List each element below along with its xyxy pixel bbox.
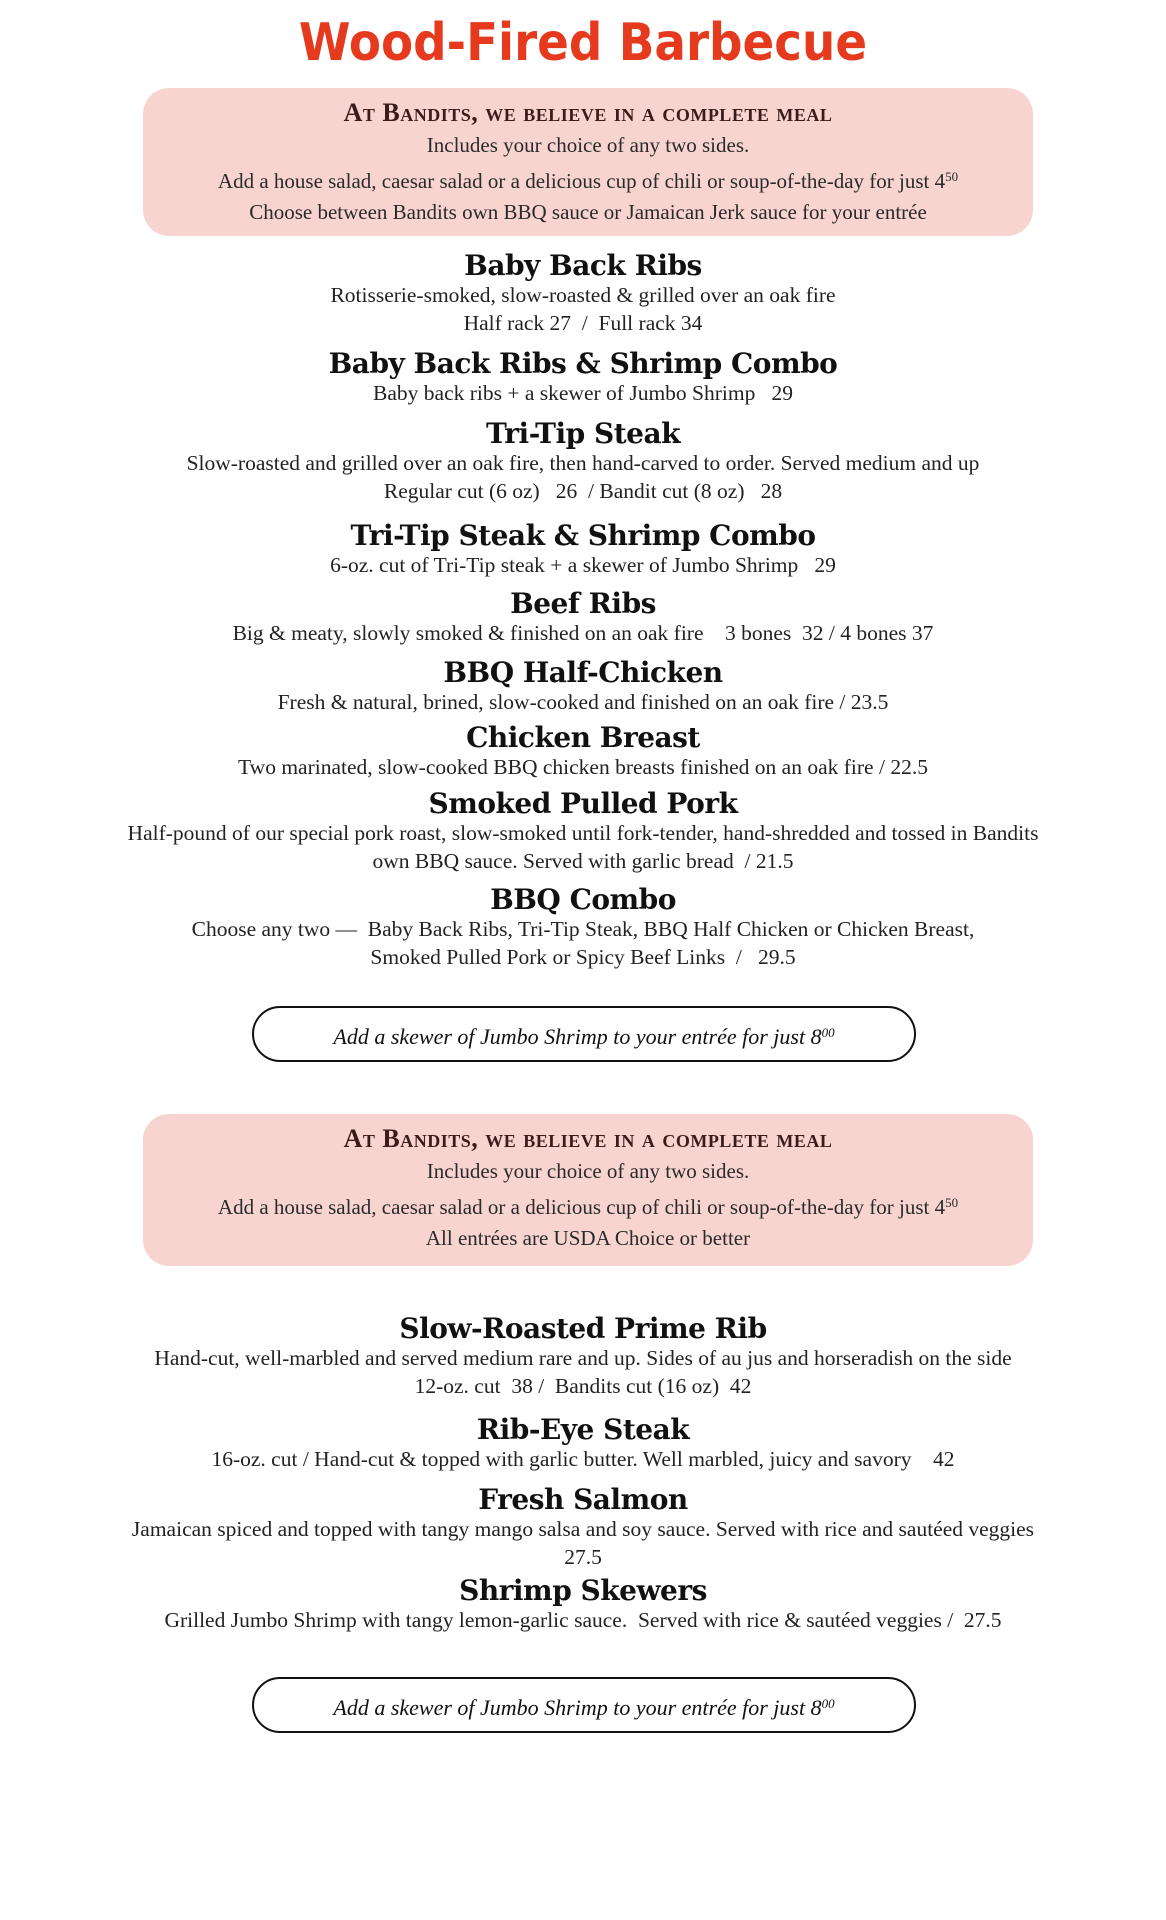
- notice-line: Add a house salad, caesar salad or a delicious cup of chili or soup-of-the-day for just $4^{50}$: [217, 1195, 959, 1219]
- item-description: Slow-roasted and grilled over an oak fire, then hand-carved to order. Served medium and up: [186, 451, 980, 475]
- menu-item: [0, 251, 1166, 337]
- shrimp-addon-box: Add a skewer of Jumbo Shrimp to your entrée for just $8^{00}$: [252, 1006, 916, 1062]
- menu-item: [0, 658, 1166, 716]
- item-name: Chicken Breast: [466, 721, 700, 754]
- item-name: BBQ Half-Chicken: [443, 656, 723, 689]
- menu-item: [0, 521, 1166, 579]
- shrimp-addon-box: Add a skewer of Jumbo Shrimp to your entrée for just $8^{00}$: [252, 1677, 916, 1733]
- menu-item: [0, 349, 1166, 407]
- item-description: Rotisserie-smoked, slow-roasted & grilled over an oak fire: [330, 283, 836, 307]
- item-name: Slow-Roasted Prime Rib: [399, 1312, 767, 1345]
- menu-item: [0, 885, 1166, 971]
- item-price: Regular cut (6 oz) 26 / Bandit cut (8 oz) 28: [383, 479, 783, 503]
- item-price: Half rack 27 / Full rack 34: [463, 311, 703, 335]
- item-name: Shrimp Skewers: [459, 1574, 707, 1607]
- menu-item: [0, 1415, 1166, 1473]
- item-description: Jamaican spiced and topped with tangy mango salsa and soy sauce. Served with rice and sautéed veggies: [131, 1517, 1035, 1541]
- notice-line: All entrées are USDA Choice or better: [425, 1226, 751, 1250]
- item-description: Half-pound of our special pork roast, slow-smoked until fork-tender, hand-shredded and tossed in Bandits: [127, 821, 1039, 845]
- complete-meal-notice: [143, 88, 1033, 236]
- item-name: Baby Back Ribs & Shrimp Combo: [328, 347, 838, 380]
- item-description: Hand-cut, well-marbled and served medium rare and up. Sides of au jus and horseradish on the side: [154, 1346, 1012, 1370]
- item-description: Two marinated, slow-cooked BBQ chicken breasts finished on an oak fire / 22.5: [238, 755, 928, 779]
- menu-item: [0, 1576, 1166, 1634]
- item-description: 6-oz. cut of Tri-Tip steak + a skewer of Jumbo Shrimp 29: [330, 553, 836, 577]
- notice-line: Includes your choice of any two sides.: [426, 1159, 750, 1183]
- item-price: 12-oz. cut 38 / Bandits cut (16 oz) 42: [414, 1374, 752, 1398]
- menu-item: [0, 1314, 1166, 1400]
- item-name: Beef Ribs: [510, 587, 656, 620]
- item-description: Big & meaty, slowly smoked & finished on an oak fire 3 bones 32 / 4 bones 37: [232, 621, 934, 645]
- item-price: own BBQ sauce. Served with garlic bread / 21.5: [372, 849, 794, 873]
- item-price: Smoked Pulled Pork or Spicy Beef Links / 29.5: [370, 945, 796, 969]
- menu-item: [0, 589, 1166, 647]
- item-price: 27.5: [564, 1545, 602, 1569]
- item-description: 16-oz. cut / Hand-cut & topped with garlic butter. Well marbled, juicy and savory 42: [211, 1447, 955, 1471]
- notice-heading: At Bandits, we believe in a complete meal: [343, 98, 833, 127]
- complete-meal-notice: [143, 1114, 1033, 1266]
- menu-item: [0, 723, 1166, 781]
- notice-line: Choose between Bandits own BBQ sauce or Jamaican Jerk sauce for your entrée: [249, 200, 927, 224]
- item-name: Fresh Salmon: [478, 1483, 688, 1516]
- notice-heading: At Bandits, we believe in a complete meal: [343, 1124, 833, 1153]
- notice-line: Includes your choice of any two sides.: [426, 133, 750, 157]
- item-name: Tri-Tip Steak & Shrimp Combo: [350, 519, 816, 552]
- item-name: Tri-Tip Steak: [486, 417, 680, 450]
- item-description: Choose any two — Baby Back Ribs, Tri-Tip Steak, BBQ Half Chicken or Chicken Breast,: [191, 917, 975, 941]
- item-name: Baby Back Ribs: [464, 249, 702, 282]
- item-name: Smoked Pulled Pork: [428, 787, 738, 820]
- item-name: BBQ Combo: [490, 883, 676, 916]
- item-description: Baby back ribs + a skewer of Jumbo Shrimp 29: [373, 381, 793, 405]
- notice-line: Add a house salad, caesar salad or a delicious cup of chili or soup-of-the-day for just $4^{50}$: [217, 169, 959, 193]
- item-description: Fresh & natural, brined, slow-cooked and finished on an oak fire / 23.5: [277, 690, 889, 714]
- page-title: Wood-Fired Barbecue: [298, 13, 868, 73]
- menu-item: [0, 789, 1166, 875]
- item-name: Rib-Eye Steak: [476, 1413, 690, 1446]
- menu-item: [0, 1485, 1166, 1571]
- menu-item: [0, 419, 1166, 505]
- item-description: Grilled Jumbo Shrimp with tangy lemon-garlic sauce. Served with rice & sautéed veggies / 27.5: [164, 1608, 1002, 1632]
